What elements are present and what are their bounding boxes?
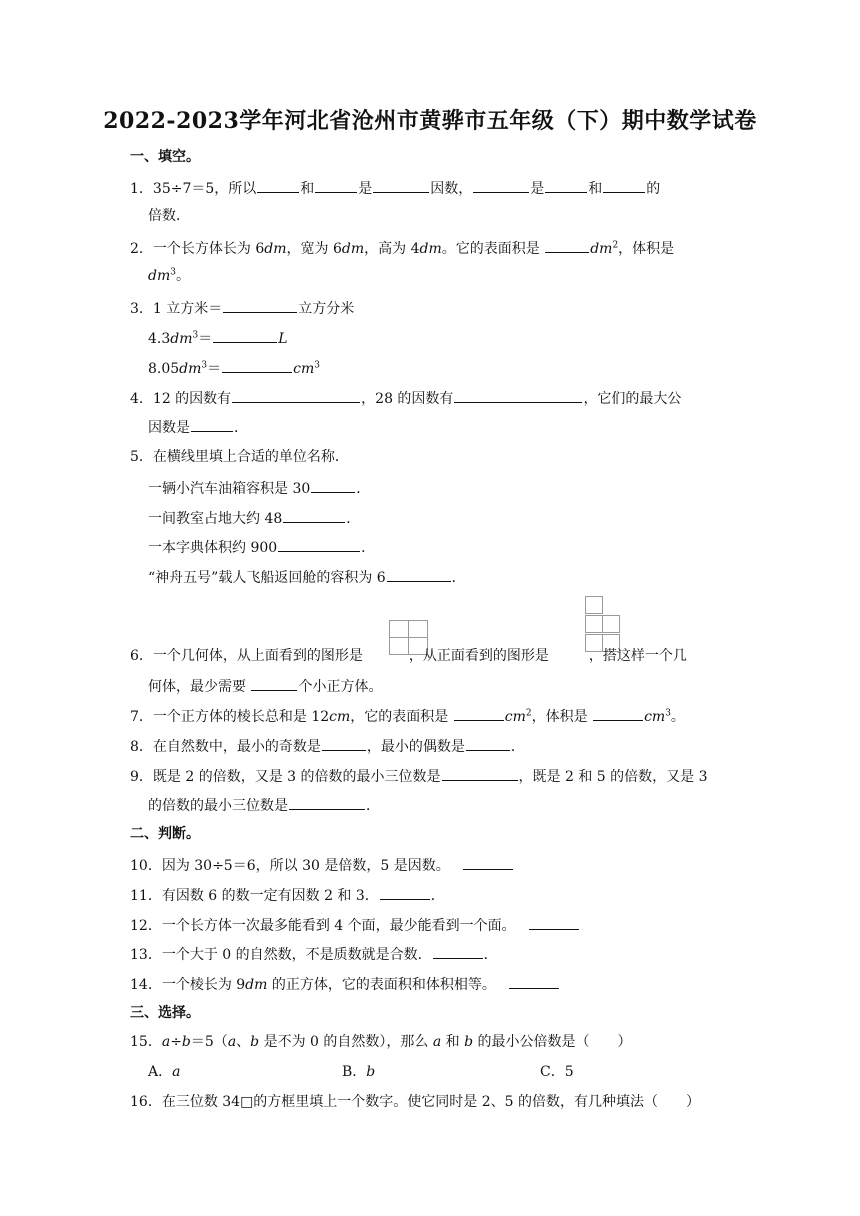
answer-blank[interactable]: [213, 328, 277, 343]
answer-blank[interactable]: [278, 537, 360, 552]
answer-blank[interactable]: [454, 706, 504, 721]
question-5-item1: 一辆小汽车油箱容积是 30 ．: [148, 478, 370, 498]
question-2-cont: $dm^3$。: [148, 267, 190, 284]
question-3-line3: $8.05dm^3= cm^3$: [148, 358, 320, 378]
answer-blank[interactable]: [529, 915, 579, 930]
answer-blank[interactable]: [454, 388, 582, 403]
question-8: 8．在自然数中，最小的奇数是 ，最小的偶数是 ．: [130, 736, 525, 756]
question-16: 16．在三位数 34□的方框里填上一个数字。使它同时是 2、5 的倍数，有几种填法（ ）: [130, 1094, 701, 1110]
answer-blank[interactable]: [373, 178, 429, 193]
option-a[interactable]: A．a: [148, 1064, 181, 1080]
answer-blank[interactable]: [387, 567, 451, 582]
question-3-line2: $4.3dm^3= L$: [148, 328, 288, 348]
option-c[interactable]: C．5: [540, 1064, 574, 1080]
question-2: 2．一个长方体长为 6dm，宽为 6dm，高为 4dm。它的表面积是 $dm^2$，体积是: [130, 238, 674, 258]
answer-blank[interactable]: [257, 178, 299, 193]
question-6-cont: 何体，最少需要 个小正方体。: [148, 676, 382, 696]
answer-blank[interactable]: [232, 388, 360, 403]
answer-blank[interactable]: [289, 795, 365, 810]
answer-blank[interactable]: [509, 974, 559, 989]
answer-blank[interactable]: [442, 766, 518, 781]
question-12: 12．一个长方体一次最多能看到 4 个面，最少能看到一个面。: [130, 915, 580, 935]
question-5: 5．在横线里填上合适的单位名称．: [130, 449, 349, 465]
question-11: 11．有因数 6 的数一定有因数 2 和 3． ．: [130, 885, 445, 905]
page-title: 2022-2023学年河北省沧州市黄骅市五年级（下）期中数学试卷: [103, 108, 757, 134]
question-14: 14．一个棱长为 9dm 的正方体，它的表面积和体积相等。: [130, 974, 560, 994]
question-7: 7．一个正方体的棱长总和是 12cm，它的表面积是 $cm^2$，体积是 $cm^3$。: [130, 706, 685, 726]
section-heading-fill: 一、填空。: [130, 149, 200, 165]
question-5-item4: “神舟五号”载人飞船返回舱的容积为 6 ．: [148, 567, 466, 587]
answer-blank[interactable]: [251, 676, 297, 691]
question-1-cont: 倍数．: [148, 208, 190, 224]
question-3: 3．1 立方米＝ 立方分米: [130, 298, 354, 318]
answer-blank[interactable]: [463, 855, 513, 870]
section-heading-choice: 三、选择。: [130, 1005, 200, 1021]
question-6: 6．一个几何体，从上面看到的图形是 ，从正面看到的图形是 ，搭这样一个几: [130, 648, 687, 664]
answer-blank[interactable]: [222, 358, 292, 373]
section-heading-judge: 二、判断。: [130, 826, 200, 842]
question-5-item2: 一间教室占地大约 48 ．: [148, 508, 360, 528]
question-4: 4．12 的因数有 ，28 的因数有 ，它们的最大公: [130, 388, 681, 408]
question-4-cont: 因数是 ．: [148, 417, 248, 437]
answer-blank[interactable]: [593, 706, 643, 721]
question-9: 9．既是 2 的倍数，又是 3 的倍数的最小三位数是 ，既是 2 和 5 的倍数，又是 3: [130, 766, 708, 786]
question-15: 15．a÷b＝5（a、b 是不为 0 的自然数），那么 a 和 b 的最小公倍数是（ ）: [130, 1034, 632, 1050]
answer-blank[interactable]: [322, 736, 366, 751]
answer-blank[interactable]: [191, 417, 233, 432]
answer-blank[interactable]: [380, 885, 430, 900]
question-9-cont: 的倍数的最小三位数是 ．: [148, 795, 380, 815]
question-1: 1．35÷7＝5，所以 和 是 因数， 是 和 的: [130, 178, 660, 198]
answer-blank[interactable]: [433, 944, 483, 959]
answer-blank[interactable]: [603, 178, 645, 193]
question-13: 13．一个大于 0 的自然数，不是质数就是合数． ．: [130, 944, 498, 964]
answer-blank[interactable]: [223, 298, 297, 313]
question-10: 10．因为 30÷5＝6，所以 30 是倍数，5 是因数。: [130, 855, 514, 875]
answer-blank[interactable]: [283, 508, 345, 523]
answer-blank[interactable]: [315, 178, 357, 193]
option-b[interactable]: B．b: [342, 1064, 376, 1080]
answer-blank[interactable]: [545, 238, 589, 253]
answer-blank[interactable]: [466, 736, 510, 751]
answer-blank[interactable]: [473, 178, 529, 193]
answer-blank[interactable]: [311, 478, 355, 493]
question-5-item3: 一本字典体积约 900 ．: [148, 537, 375, 557]
answer-blank[interactable]: [545, 178, 587, 193]
